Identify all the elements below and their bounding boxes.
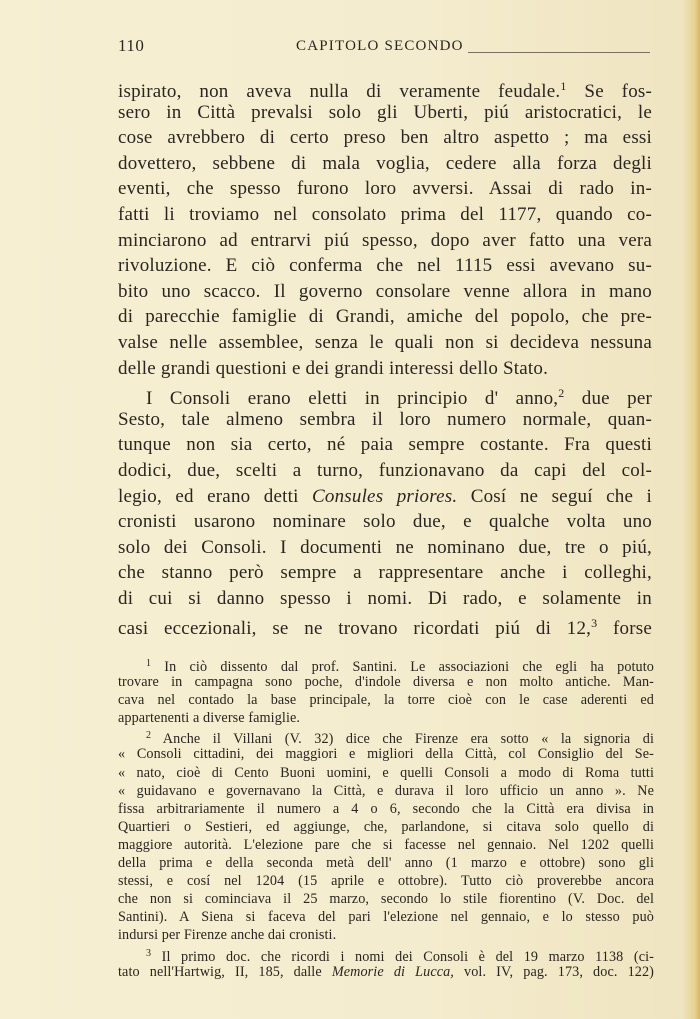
- text-line: I Consoli erano eletti in principio d' anno,$^2$ due per: [146, 386, 652, 410]
- footnote-line: $^2$ Anche il Villani (V. 32) dice che Firenze era sotto « la signoria di: [146, 730, 654, 748]
- footnote-line: $^3$ Il primo doc. che ricordi i nomi dei Consoli è del 19 marzo 1138 (ci-: [146, 947, 654, 965]
- footnote-line: maggiore autorità. L'elezione pare che si facesse nel gennaio. Nel 1202 quelli: [118, 836, 654, 853]
- footnote-line: cava nel contado la base principale, la torre cioè con le case aderenti ed: [118, 692, 654, 709]
- text-line: tunque non sia certo, né paia sempre costante. Fra questi: [118, 434, 652, 456]
- text-line: di parecchie famiglie di Grandi, amiche del popolo, che pre-: [118, 306, 652, 328]
- text-line: minciarono ad entrarvi piú spesso, dopo aver fatto una vera: [118, 229, 652, 251]
- text-line: sero in Città prevalsi solo gli Uberti, piú aristocratici, le: [118, 101, 652, 123]
- text-line: fatti li troviamo nel consolato prima del 1177, quando co-: [118, 203, 652, 225]
- footnote-line: Santini). A Siena si faceva del pari l'elezione nel gennaio, e lo stesso può: [118, 909, 654, 926]
- footnote-line: della prima e della seconda metà dell' anno (1 marzo e ottobre) sono gli: [118, 855, 654, 872]
- footnotes: [118, 655, 654, 981]
- footnote-line: « nato, cioè di Cento Buoni uomini, e quelli Consoli a modo di Roma tutti: [118, 764, 654, 781]
- footnote-line: che non si cominciava il 25 marzo, secondo lo stile fiorentino (V. Doc. del: [118, 891, 654, 908]
- page-header: [118, 36, 650, 62]
- footnote-line: trovare in campagna sono poche, d'indole diversa e non molto antiche. Man-: [118, 674, 654, 691]
- text-line: bito uno scacco. Il governo consolare venne allora in mano: [118, 280, 652, 302]
- text-line: dodici, due, scelti a turno, funzionavano da capi del col-: [118, 459, 652, 481]
- text-line: cronisti usarono nominare solo due, e qualche volta uno: [118, 511, 652, 533]
- footnote-line: stessi, e cosí nel 1204 (15 aprile e ottobre). Tutto ciò proverebbe ancora: [118, 873, 654, 890]
- footnote-line: « guidavano e governavano la Città, e durava il loro ufficio un anno ». Ne: [118, 782, 654, 799]
- page-edge-shadow: [682, 0, 700, 1019]
- footnote-line: appartenenti a diverse famiglie.: [118, 710, 301, 727]
- text-line: dovettero, sebbene di mala voglia, cedere alla forza degli: [118, 152, 652, 174]
- text-line: che stanno però sempre a rappresentare anche i colleghi,: [118, 562, 652, 584]
- text-line: casi eccezionali, se ne trovano ricordati piú di 12,$^3$ forse: [118, 616, 652, 640]
- text-line: legio, ed erano detti Consules priores. Cosí ne seguí che i: [118, 485, 653, 507]
- footnote-ref-2: 2: [558, 386, 565, 401]
- text-line: rivoluzione. E ciò conferma che nel 1115 essi avevano su-: [118, 255, 652, 277]
- text-line: di cui si danno spesso i nomi. Di rado, e solamente in: [118, 587, 652, 609]
- footnote-mark-3: 3: [146, 947, 152, 959]
- footnote-mark-2: 2: [146, 730, 152, 742]
- main-text: [118, 74, 653, 640]
- running-head: CAPITOLO SECONDO: [296, 38, 464, 54]
- footnote-mark-1: 1: [146, 658, 152, 669]
- text-line: delle grandi questioni e dei grandi interessi dello Stato.: [118, 357, 549, 379]
- text-line: cose avrebbero di certo preso ben altro aspetto ; ma essi: [118, 127, 652, 149]
- footnote-line: « Consoli cittadini, dei maggiori e migliori della Città, col Consiglio del Se-: [118, 746, 654, 763]
- footnote-line: Quartieri o Sestieri, ed aggiunge, che, parlandone, si citava solo quello di: [118, 818, 654, 835]
- consules-priores: Consules priores.: [312, 485, 458, 507]
- page-number: 110: [118, 36, 145, 55]
- text-line: valse nelle assemblee, senza le quali non si decideva nessuna: [118, 331, 652, 353]
- footnote-line: fissa arbitrariamente il numero a 4 o 6, secondo che la Città era divisa in: [118, 800, 654, 817]
- header-rule: [468, 52, 650, 53]
- text-line: Sesto, tale almeno sembra il loro numero normale, quan-: [118, 408, 652, 430]
- memorie-di-lucca: Memorie di Lucca,: [331, 963, 454, 980]
- text-line: eventi, che spesso furono loro avversi. Assai di rado in-: [118, 178, 652, 200]
- footnote-line: tato nell'Hartwig, II, 185, dalle Memorie di Lucca, vol. IV, pag. 173, doc. 122): [118, 963, 654, 980]
- footnote-ref-1: 1: [560, 79, 567, 93]
- text-line: ispirato, non aveva nulla di veramente feudale.$^1$ Se fos-: [118, 79, 653, 102]
- footnote-line: $^1$ In ciò dissento dal prof. Santini. Le associazioni che egli ha potuto: [146, 658, 654, 675]
- footnote-line: indursi per Firenze anche dai cronisti.: [118, 927, 337, 944]
- footnote-ref-3: 3: [591, 616, 598, 631]
- text-line: solo dei Consoli. I documenti ne nominano due, tre o piú,: [118, 536, 652, 558]
